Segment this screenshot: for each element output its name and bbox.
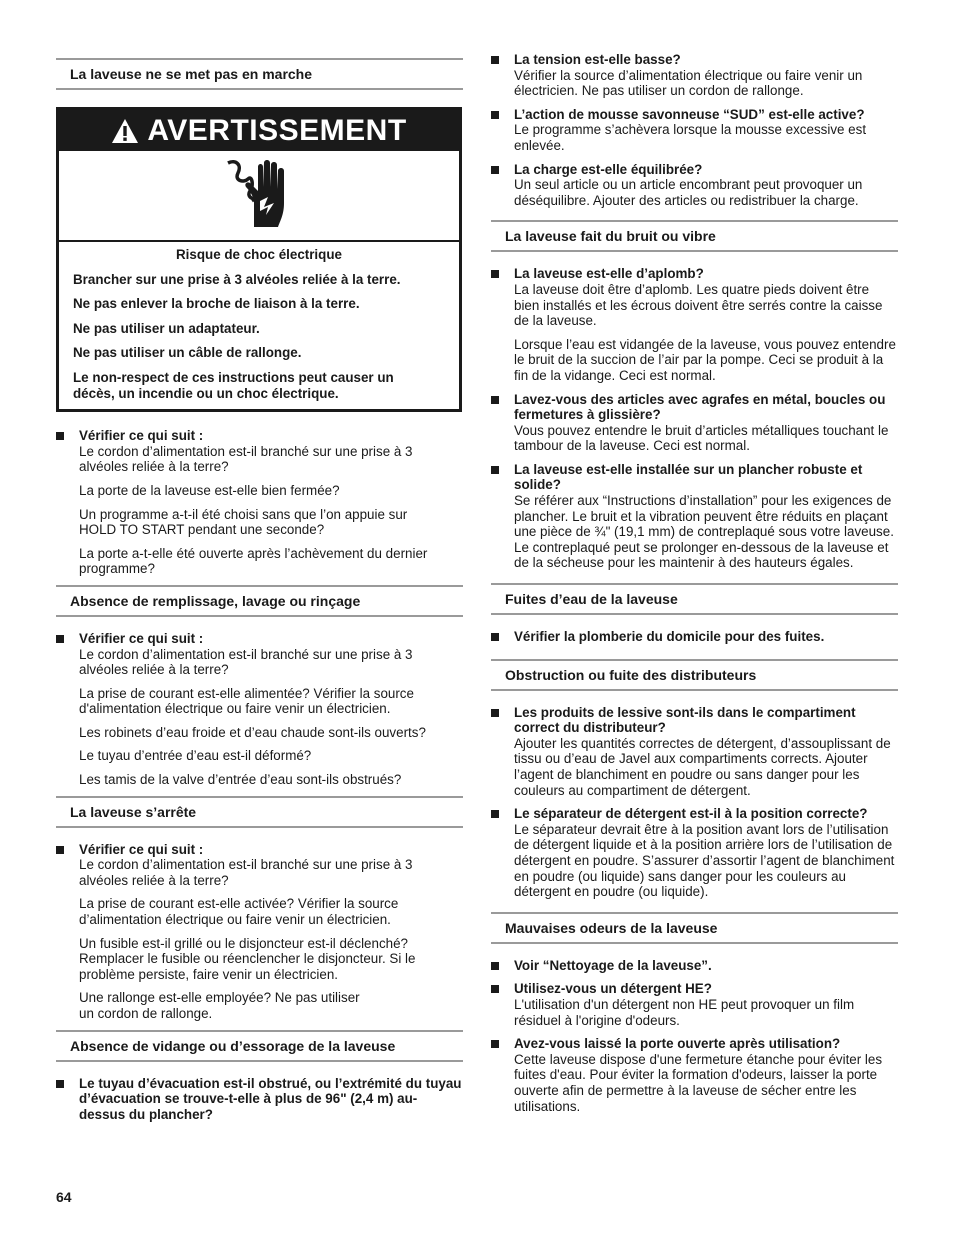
section-heading: Mauvaises odeurs de la laveuse	[491, 912, 898, 944]
list-item	[491, 107, 898, 154]
item-paragraph: La prise de courant est-elle alimentée? Vérifier la source d'alimentation électrique ou faire venir un électricien.	[79, 685, 414, 717]
item-question: Lavez-vous des articles avec agrafes en métal, boucles ou fermetures à glissière?	[514, 391, 886, 423]
list-item	[56, 842, 463, 1022]
square-bullet-icon	[491, 270, 499, 278]
page-number: 64	[56, 1189, 72, 1205]
item-answer: Le cordon d’alimentation est-il branché sur une prise à 3 alvéoles reliée à la terre?	[79, 646, 413, 678]
item-paragraph: La porte a-t-elle été ouverte après l’achèvement du dernier programme?	[79, 545, 428, 577]
square-bullet-icon	[491, 396, 499, 404]
section-heading: La laveuse fait du bruit ou vibre	[491, 220, 898, 252]
square-bullet-icon	[491, 633, 499, 641]
square-bullet-icon	[491, 709, 499, 717]
list-item	[491, 462, 898, 571]
warning-line: Ne pas enlever la broche de liaison à la terre.	[73, 296, 360, 312]
square-bullet-icon	[491, 1040, 499, 1048]
list-item	[491, 52, 898, 99]
square-bullet-icon	[56, 1080, 64, 1088]
item-answer: La laveuse doit être d’aplomb. Les quatre pieds doivent être bien installés et les écrous doivent être serrés contre la caisse de la laveuse.	[514, 281, 883, 329]
item-question: La laveuse est-elle d’aplomb?	[514, 266, 704, 282]
list-item	[491, 705, 898, 799]
item-paragraph: Le tuyau d’entrée d’eau est-il déformé?	[79, 748, 312, 764]
item-paragraph: Une rallonge est-elle employée? Ne pas utiliser un cordon de rallonge.	[79, 990, 360, 1021]
square-bullet-icon	[56, 432, 64, 440]
warning-triangle-icon	[111, 118, 139, 144]
list-item	[491, 958, 898, 974]
warning-header	[59, 110, 459, 151]
square-bullet-icon	[56, 635, 64, 643]
list-item	[491, 162, 898, 209]
item-answer: Se référer aux “Instructions d’installation” pour les exigences de plancher. Le bruit et la vibration peuvent être réduits en plaçant une pièce de ¾" (19,1 mm) de contreplaqué sous votre laveuse. Le contreplaqué peut se prolonger en-dessous de la laveuse et de la sécheuse pour les maintenir à des hauteurs égales.	[514, 493, 894, 571]
list-item	[491, 629, 898, 645]
item-answer: Le cordon d’alimentation est-il branché sur une prise à 3 alvéoles reliée à la terre?	[79, 443, 413, 475]
square-bullet-icon	[491, 466, 499, 474]
warning-box	[56, 107, 462, 412]
section-heading: Absence de remplissage, lavage ou rinçage	[56, 585, 463, 617]
item-question: Vérifier ce qui suit :	[79, 428, 204, 444]
item-question: La tension est-elle basse?	[514, 52, 681, 67]
item-answer: Cette laveuse dispose d'une fermeture étanche pour éviter les fuites d'eau. Pour éviter la formation d'odeurs, laisser la porte ouverte afin de permettre à la laveuse de sécher entre les utilisations.	[514, 1051, 883, 1114]
square-bullet-icon	[491, 166, 499, 174]
item-question: Le tuyau d’évacuation est-il obstrué, ou l’extrémité du tuyau d’évacuation se trouve-t-elle à plus de 96" (2,4 m) au-dessus du plancher?	[79, 1075, 462, 1122]
item-question: Le séparateur de détergent est-il à la position correcte?	[514, 806, 868, 822]
item-paragraph: Les tamis de la valve d’entrée d’eau sont-ils obstrués?	[79, 772, 402, 788]
item-answer: Le programme s’achèvera lorsque la mousse excessive est enlevée.	[514, 122, 867, 153]
warning-heading: AVERTISSEMENT	[147, 113, 407, 147]
item-paragraph: La porte de la laveuse est-elle bien fermée?	[79, 482, 340, 498]
list-item	[56, 1076, 463, 1123]
item-question: L’action de mousse savonneuse “SUD” est-elle active?	[514, 106, 865, 122]
item-paragraph: Les robinets d’eau froide et d’eau chaude sont-ils ouverts?	[79, 724, 426, 740]
item-question: Avez-vous laissé la porte ouverte après utilisation?	[514, 1036, 841, 1052]
square-bullet-icon	[56, 846, 64, 854]
warning-line: Brancher sur une prise à 3 alvéoles reliée à la terre.	[73, 271, 401, 287]
section-heading: Absence de vidange ou d’essorage de la laveuse	[56, 1030, 463, 1062]
section-heading: Fuites d’eau de la laveuse	[491, 583, 898, 615]
item-question: Vérifier la plomberie du domicile pour des fuites.	[514, 629, 825, 645]
item-question: Vérifier ce qui suit :	[79, 630, 204, 646]
item-paragraph: Un programme a-t-il été choisi sans que l’on appuie sur HOLD TO START pendant une seconde?	[79, 506, 408, 538]
warning-text	[59, 242, 459, 409]
item-paragraph: La prise de courant est-elle activée? Vérifier la source d’alimentation électrique ou faire venir un électricien.	[79, 896, 399, 928]
list-item	[491, 981, 898, 1028]
item-answer: Le séparateur devrait être à la position avant lors de l’utilisation de détergent liquide et à la position arrière lors de l’utilisation de détergent en poudre. S’assurer d’assortir l’agent de blanchiment en poudre (ou liquide) sans danger pour les couleurs au détergent en poudre (ou liquide).	[514, 821, 895, 900]
item-answer: Un seul article ou un article encombrant peut provoquer un déséquilibre. Ajouter des articles ou redistribuer la charge.	[514, 177, 863, 208]
item-answer: Ajouter les quantités correctes de détergent, d’assouplissant de tissu ou d’eau de Javel aux compartiments corrects. Ajouter l’agent de blanchiment en poudre ou sans danger pour les couleurs au compartiment de détergent.	[514, 735, 891, 798]
item-question: La laveuse est-elle installée sur un plancher robuste et solide?	[514, 461, 863, 493]
section-heading: Obstruction ou fuite des distributeurs	[491, 659, 898, 691]
item-answer: Vérifier la source d’alimentation électrique ou faire venir un électricien. Ne pas utiliser un cordon de rallonge.	[514, 67, 863, 99]
warning-line: Ne pas utiliser un câble de rallonge.	[73, 345, 302, 361]
list-item	[56, 631, 463, 788]
section-heading: La laveuse ne se met pas en marche	[56, 58, 463, 90]
list-item	[491, 392, 898, 454]
item-question: Voir “Nettoyage de la laveuse”.	[514, 957, 712, 973]
item-paragraph: Lorsque l’eau est vidangée de la laveuse, vous pouvez entendre le bruit de la succion de l’air par la pompe. Ceci se produit à la fin de la vidange. Ceci est normal.	[514, 336, 896, 383]
item-paragraph: Un fusible est-il grillé ou le disjoncteur est-il déclenché? Remplacer le fusible ou réenclencher le disjoncteur. Si le problème persiste, faire venir un électricien.	[79, 935, 416, 982]
item-answer: Vous pouvez entendre le bruit d’articles métalliques touchant le tambour de la laveuse. Ceci est normal.	[514, 422, 889, 454]
square-bullet-icon	[491, 985, 499, 993]
item-question: La charge est-elle équilibrée?	[514, 161, 703, 177]
item-question: Utilisez-vous un détergent HE?	[514, 981, 712, 997]
item-question: Vérifier ce qui suit :	[79, 841, 204, 857]
list-item	[491, 806, 898, 900]
item-answer: Le cordon d’alimentation est-il branché sur une prise à 3 alvéoles reliée à la terre?	[79, 857, 413, 888]
warning-icon-area	[59, 151, 459, 242]
square-bullet-icon	[491, 111, 499, 119]
warning-line: Ne pas utiliser un adaptateur.	[73, 320, 260, 336]
square-bullet-icon	[491, 810, 499, 818]
section-heading: La laveuse s’arrête	[56, 796, 463, 828]
item-answer: L'utilisation d'un détergent non HE peut provoquer un film résiduel à l'origine d'odeurs.	[514, 996, 855, 1028]
warning-risk-title: Risque de choc électrique	[176, 247, 342, 262]
list-item	[491, 1036, 898, 1114]
item-question: Les produits de lessive sont-ils dans le compartiment correct du distributeur?	[514, 704, 856, 736]
list-item	[491, 266, 898, 383]
square-bullet-icon	[491, 962, 499, 970]
electric-shock-hand-icon	[224, 157, 294, 235]
square-bullet-icon	[491, 56, 499, 64]
right-column	[491, 52, 898, 1122]
list-item	[56, 428, 463, 577]
left-column	[56, 58, 463, 1130]
warning-line: Le non-respect de ces instructions peut causer un décès, un incendie ou un choc électrique.	[73, 369, 394, 401]
